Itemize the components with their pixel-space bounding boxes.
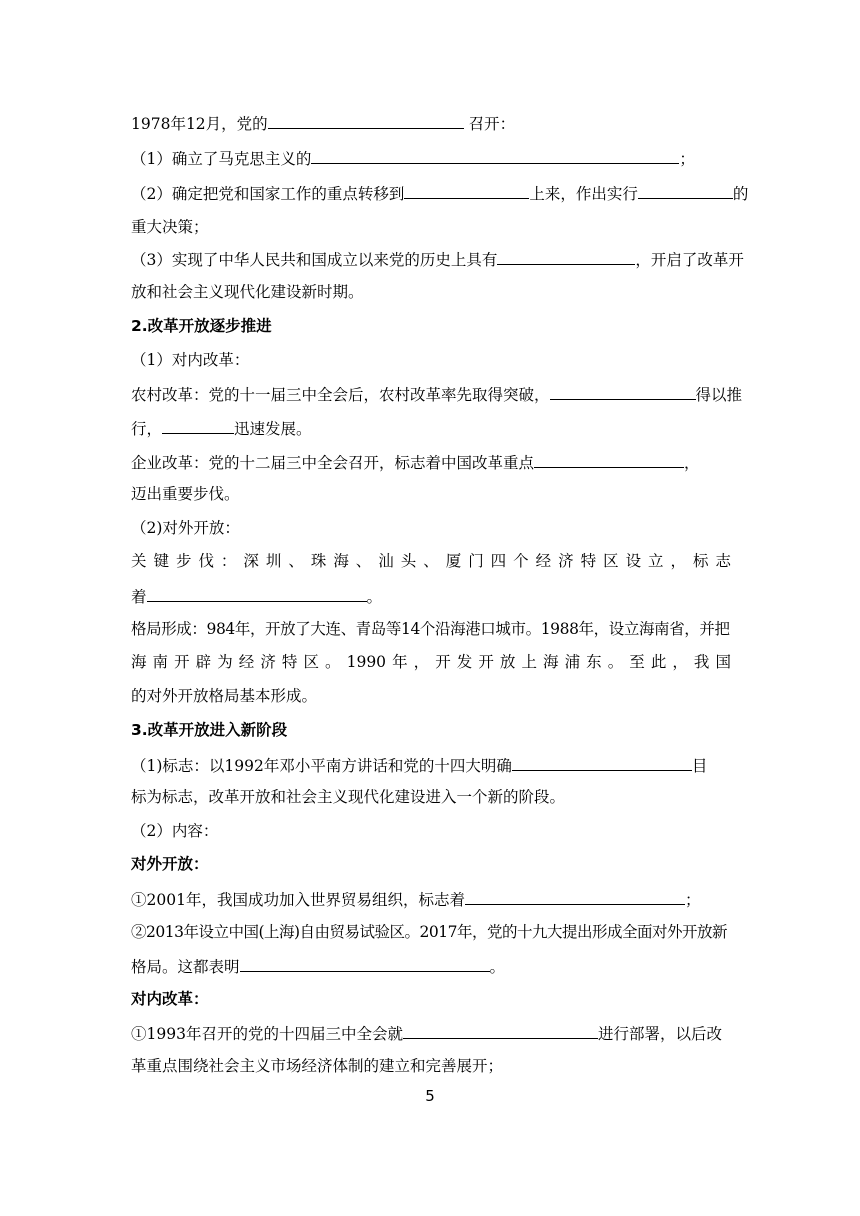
text: （1）确立了马克思主义的 <box>131 150 312 168</box>
text-line <box>131 182 749 204</box>
text-line <box>131 451 731 473</box>
text-line <box>131 585 731 607</box>
text: ，开启了改革开 <box>635 251 744 269</box>
text-line: ②2013年设立中国(上海)自由贸易试验区。2017年，党的十九大提出形成全面对外开放新 <box>131 923 727 941</box>
text-line: 重大决策； <box>131 218 209 236</box>
text: （3）实现了中华人民共和国成立以来党的历史上具有 <box>131 251 498 269</box>
text: 上来，作出实行 <box>529 185 638 203</box>
text-line <box>131 147 731 169</box>
text-line: 革重点围绕社会主义市场经济体制的建立和完善展开； <box>131 1057 504 1075</box>
section-heading: 2.改革开放逐步推进 <box>131 317 272 335</box>
text: 农村改革：党的十一届三中全会后，农村改革率先取得突破， <box>131 386 550 404</box>
text: （2）确定把党和国家工作的重点转移到 <box>131 185 405 203</box>
text-line: 的对外开放格局基本形成。 <box>131 687 318 705</box>
subheading: 对外开放： <box>131 855 209 873</box>
text-line: 迈出重要步伐。 <box>131 485 240 503</box>
text-line <box>131 112 731 134</box>
text: 。 <box>489 958 506 976</box>
text: 行， <box>131 420 163 438</box>
fill-blank[interactable] <box>240 955 490 972</box>
text-line <box>131 1022 731 1044</box>
text: ； <box>679 150 695 168</box>
text: 迅速发展。 <box>234 420 312 438</box>
fill-blank[interactable] <box>162 417 234 434</box>
text-line <box>131 417 731 439</box>
text: 企业改革：党的十二届三中全会召开，标志着中国改革重点 <box>131 454 535 472</box>
fill-blank[interactable] <box>512 754 692 771</box>
text: ①2001年，我国成功加入世界贸易组织，标志着 <box>131 891 465 909</box>
text-line: 标为标志，改革开放和社会主义现代化建设进入一个新的阶段。 <box>131 788 566 806</box>
text: （1)标志：以1992年邓小平南方讲话和党的十四大明确 <box>131 757 512 775</box>
text: 得以推 <box>695 386 743 404</box>
text-line <box>131 955 731 977</box>
fill-blank[interactable] <box>465 888 685 905</box>
fill-blank[interactable] <box>550 383 696 400</box>
fill-blank[interactable] <box>268 112 464 129</box>
text-line <box>131 248 744 270</box>
text: ； <box>684 891 701 909</box>
fill-blank[interactable] <box>147 585 367 602</box>
text-line: （1）对内改革： <box>131 351 250 369</box>
fill-blank[interactable] <box>404 182 529 199</box>
fill-blank[interactable] <box>638 182 733 199</box>
text-line <box>131 754 731 776</box>
fill-blank[interactable] <box>497 248 635 265</box>
fill-blank[interactable] <box>311 147 679 164</box>
text: 着 <box>131 588 147 606</box>
text: ， <box>684 454 700 472</box>
text-line: 放和社会主义现代化建设新时期。 <box>131 283 364 301</box>
text: 目 <box>691 757 708 775</box>
text: 进行部署，以后改 <box>597 1025 722 1043</box>
text-line: 关键步伐：深圳、珠海、汕头、厦门四个经济特区设立，标志 <box>131 552 731 570</box>
text: ①1993年召开的党的十四届三中全会就 <box>131 1025 403 1043</box>
fill-blank[interactable] <box>403 1022 598 1039</box>
text-line: 海南开辟为经济特区。1990年，开发开放上海浦东。至此，我国 <box>131 653 731 671</box>
text-line <box>131 888 731 910</box>
text-line: （2）内容： <box>131 822 219 840</box>
text-line: （2)对外开放： <box>131 519 240 537</box>
text: 的 <box>732 185 749 203</box>
text: 。 <box>366 588 383 606</box>
text-line <box>131 383 743 405</box>
text: 召开： <box>463 115 516 133</box>
text: 格局。这都表明 <box>131 958 240 976</box>
subheading: 对内改革： <box>131 990 209 1008</box>
fill-blank[interactable] <box>534 451 684 468</box>
section-heading: 3.改革开放进入新阶段 <box>131 721 288 739</box>
page-number: 5 <box>425 1087 435 1105</box>
text-line: 格局形成：984年，开放了大连、青岛等14个沿海港口城市。1988年，设立海南省，并把 <box>131 620 730 638</box>
text: 1978年12月，党的 <box>131 115 268 133</box>
